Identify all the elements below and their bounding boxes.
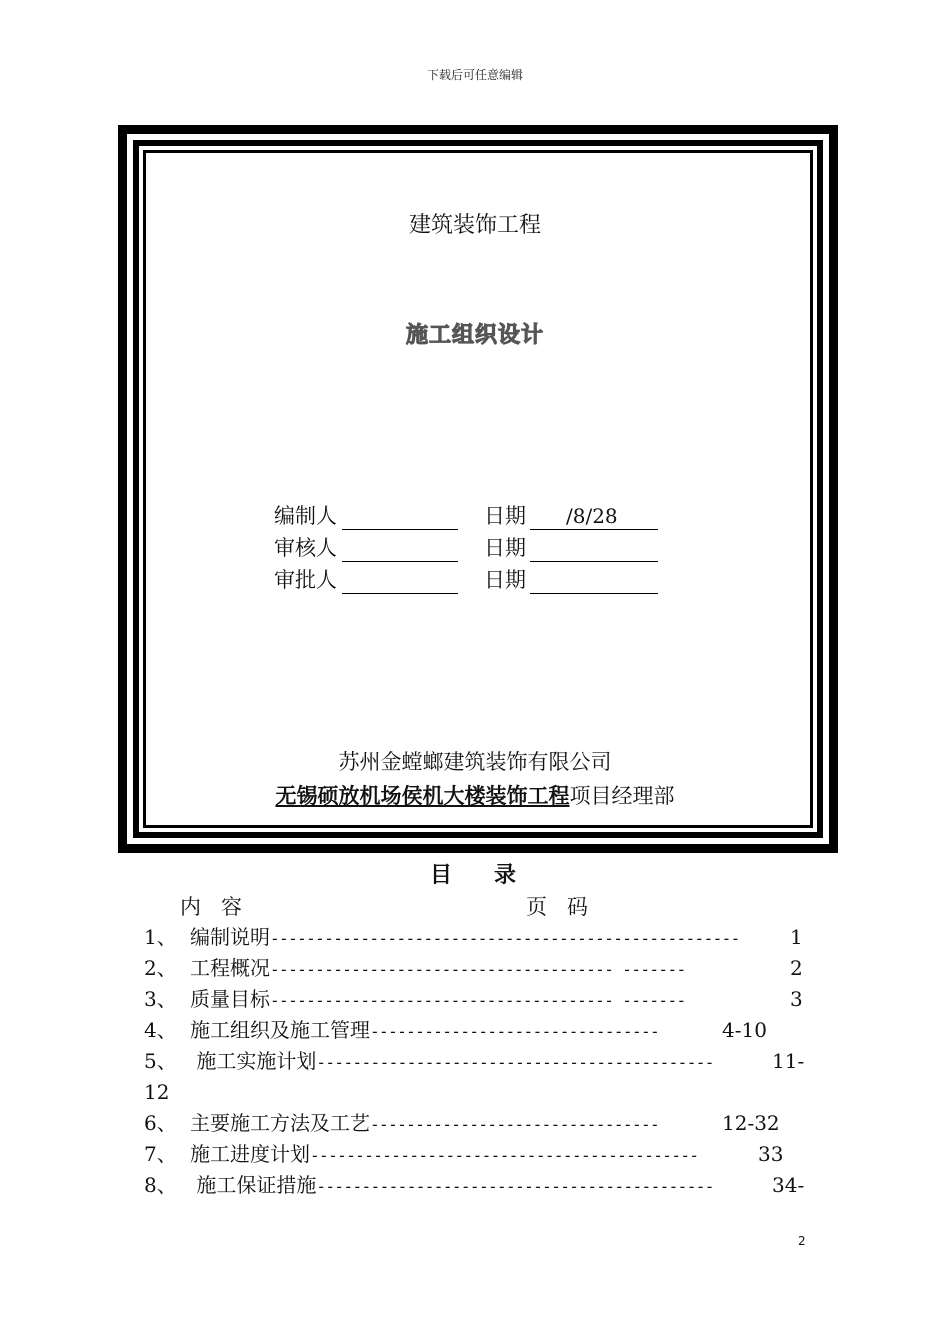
toc-item-number: 3、	[144, 987, 177, 1011]
toc-item[interactable]	[144, 1015, 814, 1046]
toc-item-page: 12-32	[722, 1111, 780, 1135]
signature-label: 审批人	[274, 568, 337, 592]
toc-item-leader: --------------------------------	[370, 1115, 660, 1134]
toc-item-leader: -------------------------------------------	[310, 1146, 699, 1165]
toc-item[interactable]	[144, 1046, 814, 1077]
toc-item-leader: --------------------------------	[370, 1022, 660, 1041]
toc-item-page: 33	[758, 1142, 784, 1166]
toc-item-leader: -------------------------------------- -------	[270, 960, 686, 979]
toc-item-number: 12	[144, 1080, 170, 1104]
date-label: 日期	[484, 536, 526, 560]
toc-item-number: 7、	[144, 1142, 177, 1166]
toc-item-page: 3	[790, 987, 803, 1011]
date-value	[530, 567, 658, 594]
toc-item-number: 5、	[144, 1049, 177, 1073]
toc-item-page: 4-10	[722, 1018, 767, 1042]
signature-block	[274, 498, 658, 594]
toc-item[interactable]	[144, 1170, 814, 1201]
date-value: /8/28	[530, 503, 658, 530]
toc-title: 目录	[430, 863, 559, 888]
toc-item[interactable]	[144, 1108, 814, 1139]
toc-column-content: 内容	[180, 895, 262, 919]
cover-subtitle: 施工组织设计	[405, 323, 544, 348]
toc-item-number: 4、	[144, 1018, 177, 1042]
toc-item-text: 施工组织及施工管理	[190, 1018, 370, 1042]
toc-item-number: 8、	[144, 1173, 177, 1197]
toc-item[interactable]	[144, 1139, 814, 1170]
toc-item-page: 1	[790, 925, 803, 949]
signature-row-reviewer	[274, 530, 658, 562]
toc-item-number: 2、	[144, 956, 177, 980]
toc-item-page: 11-	[772, 1049, 805, 1073]
toc-item-number: 1、	[144, 925, 177, 949]
toc-column-page: 页码	[526, 895, 608, 919]
signature-row-approver	[274, 562, 658, 594]
cover-title: 建筑装饰工程	[408, 213, 541, 238]
toc-item-leader: -------------------------------------- -------	[270, 991, 686, 1010]
toc-item-leader: ----------------------------------------------------	[270, 929, 740, 948]
toc-item-leader: --------------------------------------------	[316, 1177, 714, 1196]
toc-item-text: 施工保证措施	[190, 1173, 317, 1197]
toc-item-text: 施工进度计划	[190, 1142, 310, 1166]
date-value	[530, 535, 658, 562]
company-name: 苏州金螳螂建筑装饰有限公司	[338, 750, 612, 774]
toc-item-number: 6、	[144, 1111, 177, 1135]
toc-item-text: 质量目标	[190, 987, 270, 1011]
page-number: 2	[798, 1234, 806, 1248]
date-label: 日期	[484, 568, 526, 592]
toc-item[interactable]	[144, 953, 814, 984]
signature-line	[342, 571, 458, 594]
toc-item-text: 主要施工方法及工艺	[190, 1111, 370, 1135]
project-department	[0, 780, 950, 810]
header-note: 下载后可任意编辑	[426, 68, 523, 82]
toc-item[interactable]	[144, 984, 814, 1015]
signature-line	[342, 507, 458, 530]
toc-item-continuation	[144, 1077, 814, 1108]
signature-line	[342, 539, 458, 562]
toc-item-page: 34-	[772, 1173, 805, 1197]
toc-item[interactable]	[144, 922, 814, 953]
toc-item-page: 2	[790, 956, 803, 980]
toc-item-text: 施工实施计划	[190, 1049, 317, 1073]
toc-item-leader: --------------------------------------------	[316, 1053, 714, 1072]
project-suffix: 项目经理部	[569, 784, 675, 808]
date-label: 日期	[484, 504, 526, 528]
toc-list	[144, 922, 814, 1201]
signature-label: 审核人	[274, 536, 337, 560]
signature-label: 编制人	[274, 504, 337, 528]
toc-item-text: 工程概况	[190, 956, 270, 980]
signature-row-compiler	[274, 498, 658, 530]
project-name: 无锡硕放机场侯机大楼装饰工程	[275, 784, 570, 808]
toc-item-text: 编制说明	[190, 925, 270, 949]
